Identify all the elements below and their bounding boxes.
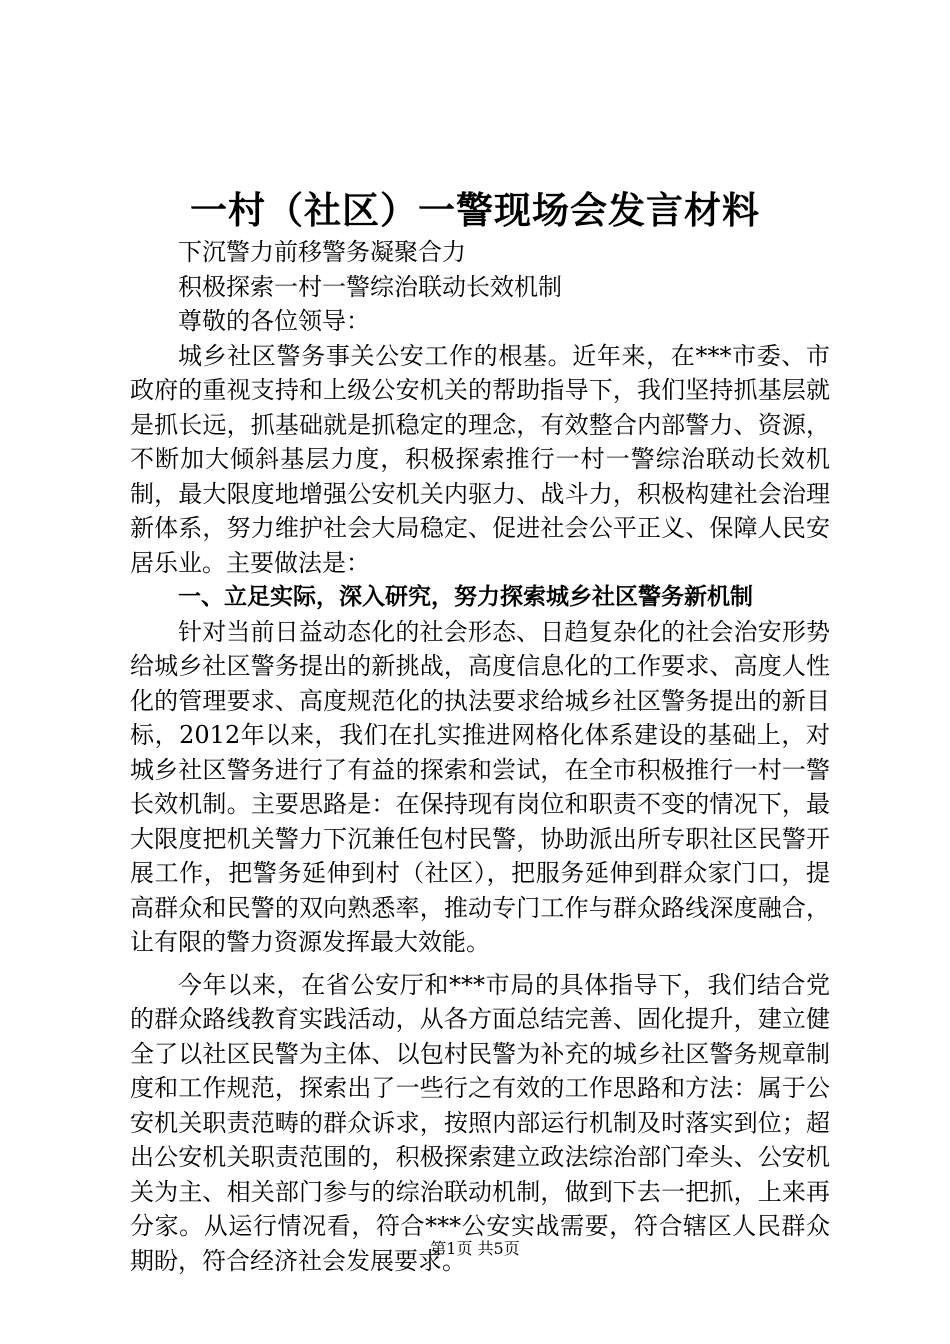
page-footer: 第1页 共5页 (430, 1239, 520, 1258)
subtitle-line-2: 积极探索一村一警综治联动长效机制 (178, 272, 562, 301)
subtitle-line-1: 下沉警力前移警务凝聚合力 (178, 238, 466, 266)
document-title: 一村（社区）一警现场会发言材料 (190, 188, 760, 232)
body-paragraph-1: 针对当前日益动态化的社会形态、日趋复杂化的社会治安形势给城乡社区警务提出的新挑战，高度信息化的工作要求、高度人性化的管理要求、高度规范化的执法要求给城乡社区警务提出的新目标，2012年以来，我们在扎实推进网格化体系建设的基础上，对城乡社区警务进行了有益的探索和尝试，在全市积极推行一村一警长效机制。主要思路是：在保持现有岗位和职责不变的情况下，最大限度把机关警力下沉兼任包村民警，协助派出所专职社区民警开展工作，把警务延伸到村（社区），把服务延伸到群众家门口，提高群众和民警的双向熟悉率，推动专门工作与群众路线深度融合，让有限的警力资源发挥最大效能。 (130, 617, 830, 956)
section-heading-1: 一、立足实际，深入研究，努力探索城乡社区警务新机制 (178, 584, 753, 610)
body-paragraph-2: 今年以来，在省公安厅和***市局的具体指导下，我们结合党的群众路线教育实践活动，从各方面总结完善、固化提升，建立健全了以社区民警为主体、以包村民警为补充的城乡社区警务规章制度和工作规范，探索出了一些行之有效的工作思路和方法：属于公安机关职责范畴的群众诉求，按照内部运行机制及时落实到位；超出公安机关职责范围的，积极探索建立政法综治部门牵头、公安机关为主、相关部门参与的综治联动机制，做到下去一把抓，上来再分家。从运行情况看，符合***公安实战需要，符合辖区人民群众期盼，符合经济社会发展要求。 (130, 970, 830, 1275)
document-body (130, 235, 830, 1278)
intro-paragraph: 城乡社区警务事关公安工作的根基。近年来，在***市委、市政府的重视支持和上级公安机关的帮助指导下，我们坚持抓基层就是抓长远，抓基础就是抓稳定的理念，有效整合内部警力、资源，不断加大倾斜基层力度，积极探索推行一村一警综治联动长效机制，最大限度地增强公安机关内驱力、战斗力，积极构建社会治理新体系，努力维护社会大局稳定、促进社会公平正义、保障人民安居乐业。主要做法是： (130, 341, 830, 577)
salutation: 尊敬的各位领导： (178, 307, 370, 335)
